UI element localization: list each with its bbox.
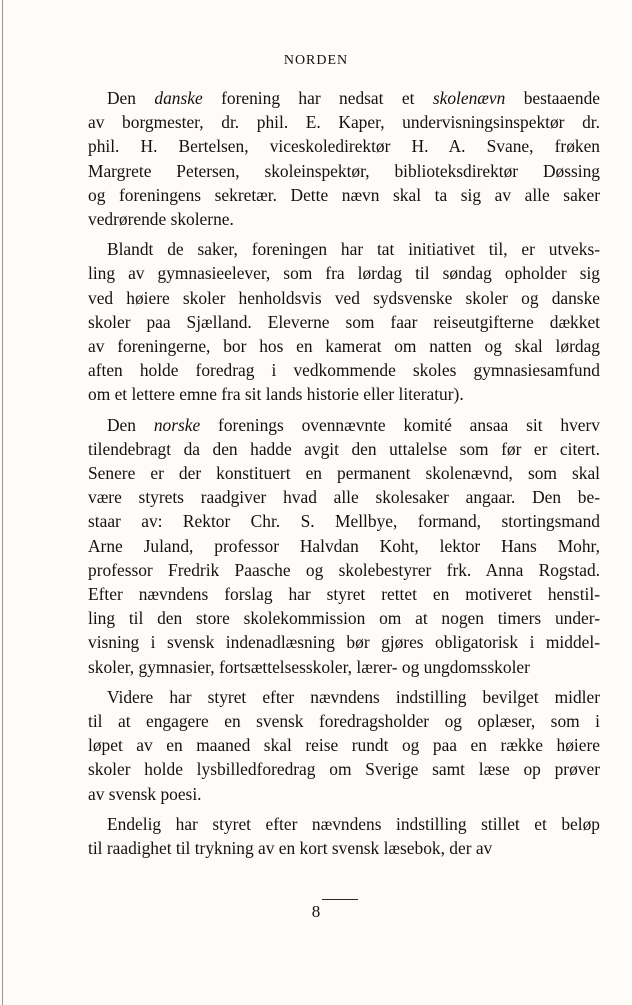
text-run: av foreningerne, bor hos en kamerat om natten og skal lørdag [88,336,600,357]
paragraph [88,86,600,231]
text-line [88,782,600,806]
text-line [88,358,600,382]
text-run: forening har nedsat et [202,88,433,108]
text-run: Blandt de saker, foreningen har tat initiativet til, er utveks- [107,239,600,260]
text-line [88,207,600,231]
text-run: være styrets raadgiver hvad alle skolesaker angaar. Den be- [88,487,600,508]
folio-rule [322,899,358,900]
text-run: til raadighet til trykning av en kort svensk læsebok, der av [88,838,493,859]
text-run: til at engagere en svensk foredragsholder og oplæser, som i [88,711,600,732]
running-head: NORDEN [283,53,349,68]
text-line [88,509,600,533]
italic-run: norske [153,414,201,435]
text-line [88,334,600,358]
page-number: 8 [311,902,321,921]
text-run: Videre har styret efter nævndens indstilling bevilget midler [107,686,600,707]
text-run: Arne Juland, professor Halvdan Koht, lektor Hans Mohr, [88,535,600,556]
text-run: skoler, gymnasier, fortsættelsesskoler, lærer- og ungdomsskoler [88,656,530,677]
text-line [88,286,600,310]
text-line [88,836,600,860]
text-run: Margrete Petersen, skoleinspektør, biblioteksdirektør Døssing [88,160,600,181]
text-line [88,582,600,606]
text-run: Den [107,88,155,108]
text-run: løpet av en maaned skal reise rundt og paa en række høiere [88,735,600,756]
text-line [88,558,600,582]
text-line [88,812,600,836]
text-line [88,630,600,654]
paragraph [88,685,600,806]
text-run: skoler paa Sjælland. Eleverne som faar reiseutgifterne dækket [88,311,600,332]
text-line [88,110,600,134]
page-edge-line [2,0,3,1005]
text-line [88,709,600,733]
text-line [88,382,600,406]
text-run: ling til den store skolekommission om at nogen timers under- [88,608,600,629]
text-run: ved høiere skoler henholdsvis ved sydsvenske skoler og danske [88,287,600,308]
italic-run: danske [154,88,203,108]
text-run: bestaaende [505,88,600,108]
text-line [88,461,600,485]
text-line [88,534,600,558]
text-run: skoler holde lysbilledforedrag om Sverige samt læse op prøver [88,759,600,780]
text-run: phil. H. Bertelsen, viceskoledirektør H. A. Svane, frøken [88,136,600,157]
text-line [88,261,600,285]
text-line [88,237,600,261]
text-line [88,655,600,679]
text-run: Senere er der konstituert en permanent skolenævnd, som skal [88,463,600,484]
text-line [88,733,600,757]
text-run: av svensk poesi. [88,783,202,804]
text-run: Den [107,414,154,435]
italic-run: skolenævn [432,88,506,108]
text-line [88,310,600,334]
text-run: om et lettere emne fra sit lands historie eller literatur). [88,384,464,405]
text-line [88,183,600,207]
paragraph [88,812,600,860]
text-run: professor Fredrik Paasche og skolebestyrer frk. Anna Rogstad. [88,559,600,580]
text-run: av borgmester, dr. phil. E. Kaper, undervisningsinspektør dr. [88,112,600,133]
text-line [88,757,600,781]
text-line [88,606,600,630]
text-run: tilendebragt da den hadde avgit den uttalelse som før er citert. [88,438,600,459]
text-line [88,134,600,158]
text-line [88,413,600,437]
text-run: vedrørende skolerne. [88,209,234,230]
text-run: ling av gymnasieelever, som fra lørdag til søndag opholder sig [88,263,600,284]
paragraph [88,413,600,679]
text-run: visning i svensk indenadlæsning bør gjøres obligatorisk i middel- [88,632,600,653]
text-run: Endelig har styret efter nævndens indstilling stillet et beløp [107,813,600,834]
text-line [88,437,600,461]
text-run: og foreningens sekretær. Dette nævn skal ta sig av alle saker [88,184,600,205]
text-line [88,86,600,110]
paragraph [88,237,600,406]
text-line [88,485,600,509]
text-run: staar av: Rektor Chr. S. Mellbye, formand, stortingsmand [88,511,600,532]
text-run: forenings ovennævnte komité ansaa sit hverv [200,414,600,435]
text-run: aften holde foredrag i vedkommende skoles gymnasiesamfund [88,360,600,381]
text-line [88,685,600,709]
text-run: Efter nævndens forslag har styret rettet en motiveret henstil- [88,584,600,605]
body-text [88,86,600,866]
text-line [88,159,600,183]
